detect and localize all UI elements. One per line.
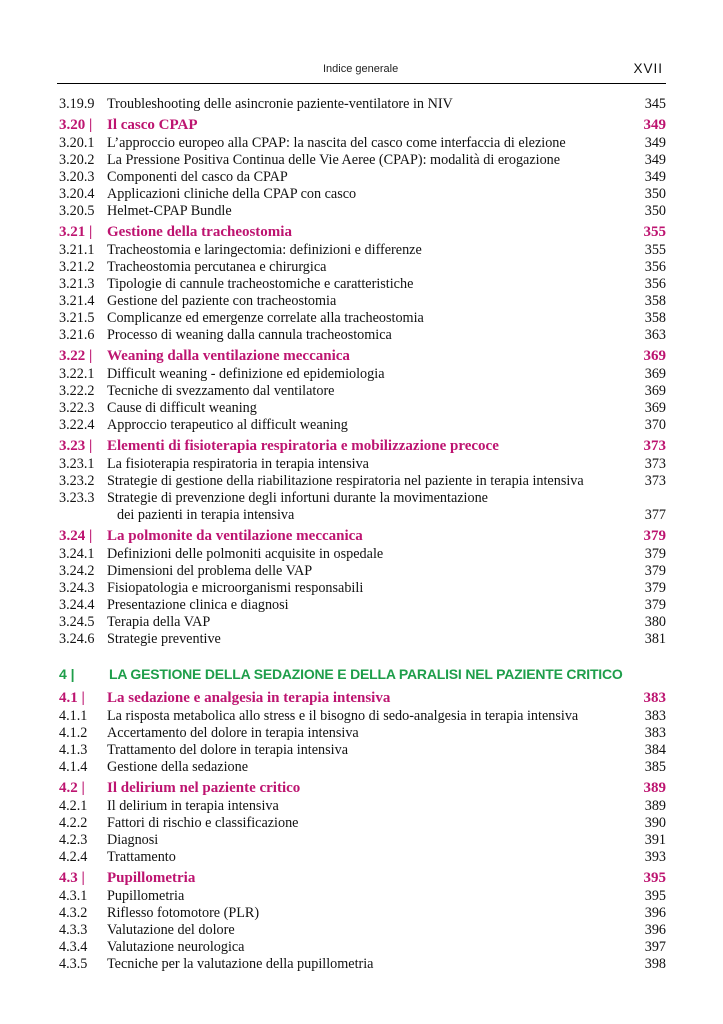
entry-number: 3.20.2 [59,152,95,168]
entry-title: Complicanze ed emergenze correlate alla tracheostomia [107,310,424,326]
entry-page: 363 [644,327,666,343]
entry-page: 380 [644,614,666,630]
toc-entry[interactable] [57,276,666,293]
entry-title: La risposta metabolica allo stress e il bisogno di sedo-analgesia in terapia intensiva [107,708,579,724]
entry-page: 381 [644,631,666,647]
section-page: 349 [643,117,666,133]
entry-title: Pupillometria [107,888,185,904]
toc-entry[interactable] [57,708,666,725]
entry-number: 3.21.3 [59,276,95,292]
section-title: Il delirium nel paziente critico [107,780,301,796]
section-title: Pupillometria [107,870,196,886]
toc-entry[interactable] [57,400,666,417]
chapter-number: 4 | [59,666,75,682]
toc-entry[interactable] [57,725,666,742]
entry-title: Cause di difficult weaning [107,400,257,416]
toc-entry[interactable] [57,383,666,400]
toc-entry[interactable] [57,152,666,169]
entry-number: 4.3.4 [59,939,88,955]
chapter-title: LA GESTIONE DELLA SEDAZIONE E DELLA PARALISI NEL PAZIENTE CRITICO [109,666,623,682]
toc-entry[interactable] [57,96,666,113]
entry-title: Helmet-CPAP Bundle [107,203,232,219]
entry-title: Fattori di rischio e classificazione [107,815,299,831]
entry-number: 4.1.1 [59,708,88,724]
entry-page: 379 [644,597,666,613]
toc-section[interactable] [57,224,666,242]
section-number: 4.2 | [59,780,85,796]
entry-page: 383 [644,725,666,741]
entry-number: 4.2.2 [59,815,88,831]
toc-entry[interactable] [57,759,666,776]
entry-page: 349 [644,169,666,185]
toc-entry[interactable] [57,563,666,580]
entry-page: 397 [644,939,666,955]
entry-page: 356 [644,276,666,292]
entry-number: 4.2.4 [59,849,88,865]
toc-entry[interactable] [57,242,666,259]
entry-page: 398 [644,956,666,972]
toc-entry[interactable] [57,832,666,849]
entry-number: 3.20.1 [59,135,95,151]
toc-entry[interactable] [57,490,666,524]
entry-title: Strategie di gestione della riabilitazione respiratoria nel paziente in terapia intensiva [107,473,584,489]
entry-page: 390 [644,815,666,831]
toc-entry[interactable] [57,888,666,905]
entry-number: 3.24.6 [59,631,95,647]
entry-title: Tecniche per la valutazione della pupillometria [107,956,374,972]
entry-title: L’approccio europeo alla CPAP: la nascita del casco come interfaccia di elezione [107,135,566,151]
toc-entry[interactable] [57,417,666,434]
entry-title: Approccio terapeutico al difficult weaning [107,417,348,433]
entry-title: Fisiopatologia e microorganismi responsabili [107,580,364,596]
entry-page: 369 [644,383,666,399]
entry-number: 3.23.3 [59,490,95,506]
toc-entry[interactable] [57,169,666,186]
entry-title-line2: dei pazienti in terapia intensiva [117,507,295,523]
entry-page: 396 [644,905,666,921]
section-page: 383 [643,690,666,706]
entry-title: Strategie preventive [107,631,221,647]
entry-number: 4.3.2 [59,905,88,921]
entry-page: 369 [644,366,666,382]
entry-number: 3.22.3 [59,400,95,416]
section-number: 3.20 | [59,117,93,133]
section-page: 355 [643,224,666,240]
entry-page: 358 [644,310,666,326]
entry-title: La fisioterapia respiratoria in terapia intensiva [107,456,369,472]
toc-entry[interactable] [57,546,666,563]
toc-entry[interactable] [57,631,666,648]
toc-entry[interactable] [57,186,666,203]
toc-entry[interactable] [57,310,666,327]
entry-title: Definizioni delle polmoniti acquisite in ospedale [107,546,384,562]
entry-title: Componenti del casco da CPAP [107,169,288,185]
entry-title [107,490,607,524]
entry-number: 3.21.5 [59,310,95,326]
running-header [0,61,723,83]
entry-title: Processo di weaning dalla cannula tracheostomica [107,327,392,343]
entry-number: 3.22.1 [59,366,95,382]
entry-title: Valutazione neurologica [107,939,245,955]
section-title: Gestione della tracheostomia [107,224,292,240]
entry-number: 3.24.1 [59,546,95,562]
entry-number: 3.22.2 [59,383,95,399]
toc-section[interactable] [57,870,666,888]
toc-entry[interactable] [57,905,666,922]
toc-entry[interactable] [57,293,666,310]
toc-entry[interactable] [57,327,666,344]
entry-title: Gestione della sedazione [107,759,249,775]
toc-section[interactable] [57,117,666,135]
entry-number: 4.3.1 [59,888,88,904]
entry-page: 384 [644,742,666,758]
section-number: 3.22 | [59,348,93,364]
toc-section[interactable] [57,690,666,708]
running-header-title: Indice generale [323,63,399,75]
entry-number: 4.2.3 [59,832,88,848]
entry-number: 3.21.1 [59,242,95,258]
chapter-heading[interactable] [57,666,666,686]
entry-title: Dimensioni del problema delle VAP [107,563,313,579]
entry-number: 3.19.9 [59,96,95,112]
entry-title: Troubleshooting delle asincronie paziente-ventilatore in NIV [107,96,453,112]
entry-page: 356 [644,259,666,275]
toc-entry[interactable] [57,798,666,815]
entry-title: Accertamento del dolore in terapia intensiva [107,725,359,741]
entry-page: 370 [644,417,666,433]
section-page: 373 [643,438,666,454]
section-page: 369 [643,348,666,364]
entry-number: 3.24.2 [59,563,95,579]
entry-title: Diagnosi [107,832,159,848]
entry-number: 3.24.5 [59,614,95,630]
entry-title-line1: Strategie di prevenzione degli infortuni durante la movimentazione [107,490,488,506]
section-page: 395 [643,870,666,886]
entry-number: 3.20.3 [59,169,95,185]
toc-entry[interactable] [57,849,666,866]
toc-entry[interactable] [57,956,666,973]
section-title: La sedazione e analgesia in terapia intensiva [107,690,391,706]
entry-page: 396 [644,922,666,938]
entry-page: 385 [644,759,666,775]
entry-title: Tracheostomia percutanea e chirurgica [107,259,327,275]
entry-page: 349 [644,152,666,168]
entry-page: 379 [644,563,666,579]
entry-number: 4.2.1 [59,798,88,814]
entry-number: 3.21.6 [59,327,95,343]
toc-entry[interactable] [57,939,666,956]
toc-entry[interactable] [57,203,666,220]
section-number: 3.24 | [59,528,93,544]
toc-section[interactable] [57,438,666,456]
entry-page: 355 [644,242,666,258]
entry-title: Trattamento del dolore in terapia intensiva [107,742,348,758]
toc-entry[interactable] [57,366,666,383]
entry-title: Tipologie di cannule tracheostomiche e caratteristiche [107,276,414,292]
toc-entry[interactable] [57,456,666,473]
section-number: 3.21 | [59,224,93,240]
entry-title: Presentazione clinica e diagnosi [107,597,289,613]
section-title: Weaning dalla ventilazione meccanica [107,348,350,364]
entry-title: Trattamento [107,849,176,865]
entry-number: 3.22.4 [59,417,95,433]
entry-title: Tecniche di svezzamento dal ventilatore [107,383,335,399]
toc-entry[interactable] [57,922,666,939]
section-number: 3.23 | [59,438,93,454]
entry-page: 349 [644,135,666,151]
entry-page: 345 [644,96,666,112]
entry-page: 373 [644,473,666,489]
toc-entry[interactable] [57,259,666,276]
entry-page: 369 [644,400,666,416]
section-title: Il casco CPAP [107,117,198,133]
entry-title: Valutazione del dolore [107,922,235,938]
entry-number: 4.1.3 [59,742,88,758]
section-page: 389 [643,780,666,796]
toc-entry[interactable] [57,135,666,152]
entry-number: 3.24.4 [59,597,95,613]
toc-entry[interactable] [57,580,666,597]
entry-page: 391 [644,832,666,848]
toc-entry[interactable] [57,815,666,832]
page-number: XVII [633,61,663,76]
entry-number: 4.3.3 [59,922,88,938]
toc-entry[interactable] [57,614,666,631]
entry-number: 4.3.5 [59,956,88,972]
entry-number: 3.20.5 [59,203,95,219]
entry-title: La Pressione Positiva Continua delle Vie Aeree (CPAP): modalità di erogazione [107,152,561,168]
entry-title: Difficult weaning - definizione ed epidemiologia [107,366,385,382]
toc-section[interactable] [57,348,666,366]
entry-number: 3.24.3 [59,580,95,596]
entry-page: 389 [644,798,666,814]
toc-section[interactable] [57,780,666,798]
entry-page: 350 [644,203,666,219]
entry-page: 358 [644,293,666,309]
entry-number: 3.23.1 [59,456,95,472]
entry-title: Applicazioni cliniche della CPAP con casco [107,186,357,202]
entry-number: 4.1.4 [59,759,88,775]
toc-entry[interactable] [57,473,666,490]
entry-page: 379 [644,580,666,596]
entry-page: 379 [644,546,666,562]
entry-number: 3.21.2 [59,259,95,275]
section-title: Elementi di fisioterapia respiratoria e mobilizzazione precoce [107,438,499,454]
section-number: 4.3 | [59,870,85,886]
section-page: 379 [643,528,666,544]
entry-title: Il delirium in terapia intensiva [107,798,279,814]
entry-number: 3.21.4 [59,293,95,309]
entry-page: 373 [644,456,666,472]
table-of-contents [57,96,666,973]
toc-section[interactable] [57,528,666,546]
entry-page: 377 [644,507,666,523]
section-title: La polmonite da ventilazione meccanica [107,528,363,544]
entry-page: 393 [644,849,666,865]
toc-entry[interactable] [57,597,666,614]
header-rule [57,83,666,84]
section-number: 4.1 | [59,690,85,706]
entry-page: 350 [644,186,666,202]
entry-number: 3.23.2 [59,473,95,489]
entry-title: Riflesso fotomotore (PLR) [107,905,260,921]
toc-entry[interactable] [57,742,666,759]
entry-number: 3.20.4 [59,186,95,202]
entry-page: 383 [644,708,666,724]
entry-title: Tracheostomia e laringectomia: definizioni e differenze [107,242,422,258]
entry-title: Gestione del paziente con tracheostomia [107,293,337,309]
entry-title: Terapia della VAP [107,614,211,630]
entry-number: 4.1.2 [59,725,88,741]
entry-page: 395 [644,888,666,904]
